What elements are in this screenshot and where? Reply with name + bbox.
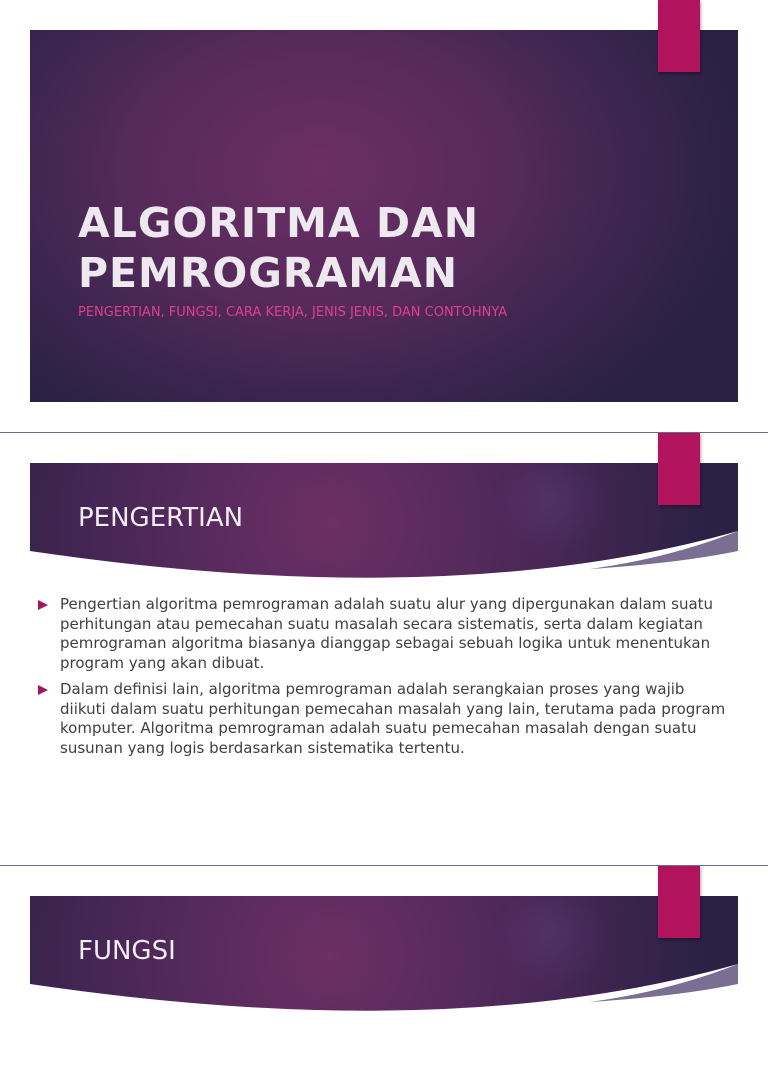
- bullet-text: Pengertian algoritma pemrograman adalah suatu alur yang dipergunakan dalam suatu perhitungan atau pemecahan suatu masalah secara sistematis, serta dalam kegiatan pemrograman algoritma biasanya dianggap sebagai sebuah logika untuk menentukan program yang akan dibuat.: [60, 595, 714, 672]
- fungsi-slide: [0, 866, 768, 1066]
- triangle-right-icon: [38, 685, 48, 695]
- bullet-item: [38, 680, 738, 758]
- bullet-text: Dalam definisi lain, algoritma pemrograman adalah serangkaian proses yang wajib diikuti dalam suatu perhitungan pemecahan masalah yang lain, terutama pada program komputer. Algoritma pemrograman adalah suatu pemecahan masalah dengan suatu susunan yang logis berdasarkan sistematika tertentu.: [60, 680, 726, 757]
- presentation-title: [78, 198, 479, 298]
- presentation-subtitle: PENGERTIAN, FUNGSI, CARA KERJA, JENIS JENIS, DAN CONTOHNYA: [78, 305, 508, 320]
- title-line-1: ALGORITMA DAN: [78, 199, 480, 247]
- bullet-list: [38, 595, 738, 765]
- title-slide: [0, 0, 768, 432]
- pengertian-slide: [0, 433, 768, 865]
- section-heading: FUNGSI: [78, 936, 176, 966]
- triangle-right-icon: [38, 600, 48, 610]
- bullet-item: [38, 595, 738, 673]
- title-line-2: PEMROGRAMAN: [78, 249, 459, 297]
- accent-tab: [658, 0, 700, 72]
- accent-tab: [658, 866, 700, 938]
- section-heading: PENGERTIAN: [78, 503, 244, 533]
- accent-tab: [658, 433, 700, 505]
